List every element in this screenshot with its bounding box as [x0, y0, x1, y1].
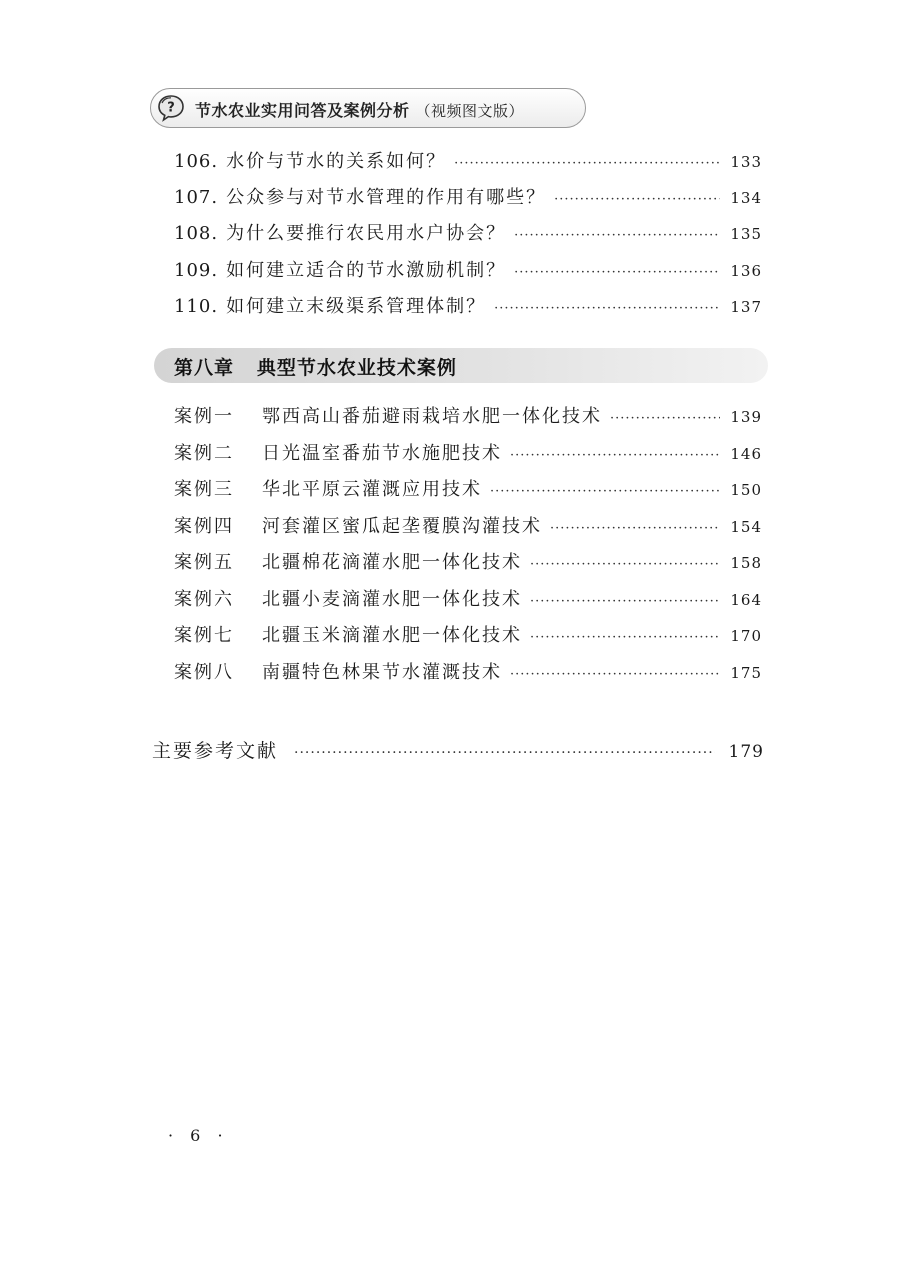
- toc-case-6[interactable]: [174, 588, 762, 614]
- entry-page: 135: [730, 225, 762, 243]
- case-page: 170: [730, 627, 762, 645]
- case-page: 139: [730, 408, 762, 426]
- leader-dots: [510, 663, 720, 687]
- toc-entry-109[interactable]: [174, 259, 762, 285]
- toc-references[interactable]: [152, 736, 764, 763]
- case-title: 华北平原云灌溉应用技术: [262, 479, 482, 500]
- leader-dots: [494, 297, 720, 321]
- toc-case-8[interactable]: [174, 661, 762, 687]
- entry-page: 137: [730, 298, 762, 316]
- toc-case-3[interactable]: [174, 478, 762, 504]
- entry-number: 108.: [174, 223, 219, 244]
- leader-dots: [610, 407, 720, 431]
- toc-entry-106[interactable]: [174, 150, 762, 176]
- leader-dots: [550, 517, 720, 541]
- toc-case-1[interactable]: [174, 405, 762, 431]
- leader-dots: [530, 553, 720, 577]
- case-title: 北疆棉花滴灌水肥一体化技术: [262, 552, 522, 573]
- toc-case-4[interactable]: [174, 515, 762, 541]
- case-title: 河套灌区蜜瓜起垄覆膜沟灌技术: [262, 516, 542, 537]
- case-label: 案例三: [174, 479, 234, 500]
- page-number: · 6 ·: [168, 1126, 229, 1145]
- leader-dots: [514, 224, 720, 248]
- entry-title: 如何建立末级渠系管理体制？: [226, 296, 487, 317]
- entry-number: 110.: [174, 296, 219, 317]
- question-bubble-icon: [157, 94, 185, 122]
- entry-number: 106.: [174, 151, 219, 172]
- case-page: 150: [730, 481, 762, 499]
- case-label: 案例八: [174, 662, 234, 683]
- entry-page: 133: [730, 153, 762, 171]
- case-label: 案例二: [174, 443, 234, 464]
- case-title: 北疆玉米滴灌水肥一体化技术: [262, 625, 522, 646]
- references-page: 179: [728, 742, 764, 762]
- leader-dots: [294, 745, 715, 761]
- case-label: 案例一: [174, 406, 234, 427]
- toc-case-7[interactable]: [174, 624, 762, 650]
- case-label: 案例七: [174, 625, 234, 646]
- case-label: 案例四: [174, 516, 234, 537]
- entry-title: 如何建立适合的节水激励机制？: [226, 260, 507, 281]
- case-page: 158: [730, 554, 762, 572]
- chapter-heading[interactable]: [154, 348, 768, 383]
- chapter-label: 第八章: [174, 357, 235, 379]
- chapter-title: [174, 353, 457, 380]
- entry-page: 134: [730, 189, 762, 207]
- chapter-name: 典型节水农业技术案例: [256, 357, 457, 379]
- book-title: [195, 98, 524, 121]
- case-label: 案例五: [174, 552, 234, 573]
- leader-dots: [554, 188, 720, 212]
- case-title: 北疆小麦滴灌水肥一体化技术: [262, 589, 522, 610]
- entry-title: 水价与节水的关系如何？: [226, 151, 447, 172]
- entry-number: 109.: [174, 260, 219, 281]
- case-title: 鄂西高山番茄避雨栽培水肥一体化技术: [262, 406, 602, 427]
- case-page: 154: [730, 518, 762, 536]
- case-label: 案例六: [174, 589, 234, 610]
- toc-entry-108[interactable]: [174, 222, 762, 248]
- case-page: 164: [730, 591, 762, 609]
- case-title: 南疆特色林果节水灌溉技术: [262, 662, 502, 683]
- toc-case-2[interactable]: [174, 442, 762, 468]
- book-title-edition: （视频图文版）: [415, 102, 525, 120]
- svg-text:?: ?: [167, 100, 175, 116]
- case-title: 日光温室番茄节水施肥技术: [262, 443, 502, 464]
- book-title-main: 节水农业实用问答及案例分析: [195, 101, 410, 120]
- leader-dots: [530, 590, 720, 614]
- leader-dots: [514, 261, 720, 285]
- case-page: 175: [730, 664, 762, 682]
- leader-dots: [454, 152, 720, 176]
- entry-number: 107.: [174, 187, 219, 208]
- references-title: 主要参考文献: [152, 740, 279, 762]
- entry-title: 为什么要推行农民用水户协会？: [226, 223, 507, 244]
- case-page: 146: [730, 445, 762, 463]
- toc-entry-110[interactable]: [174, 295, 762, 321]
- toc-entry-107[interactable]: [174, 186, 762, 212]
- leader-dots: [490, 480, 720, 504]
- leader-dots: [510, 444, 720, 468]
- running-header: [150, 88, 586, 128]
- leader-dots: [530, 626, 720, 650]
- entry-title: 公众参与对节水管理的作用有哪些？: [226, 187, 547, 208]
- entry-page: 136: [730, 262, 762, 280]
- toc-case-5[interactable]: [174, 551, 762, 577]
